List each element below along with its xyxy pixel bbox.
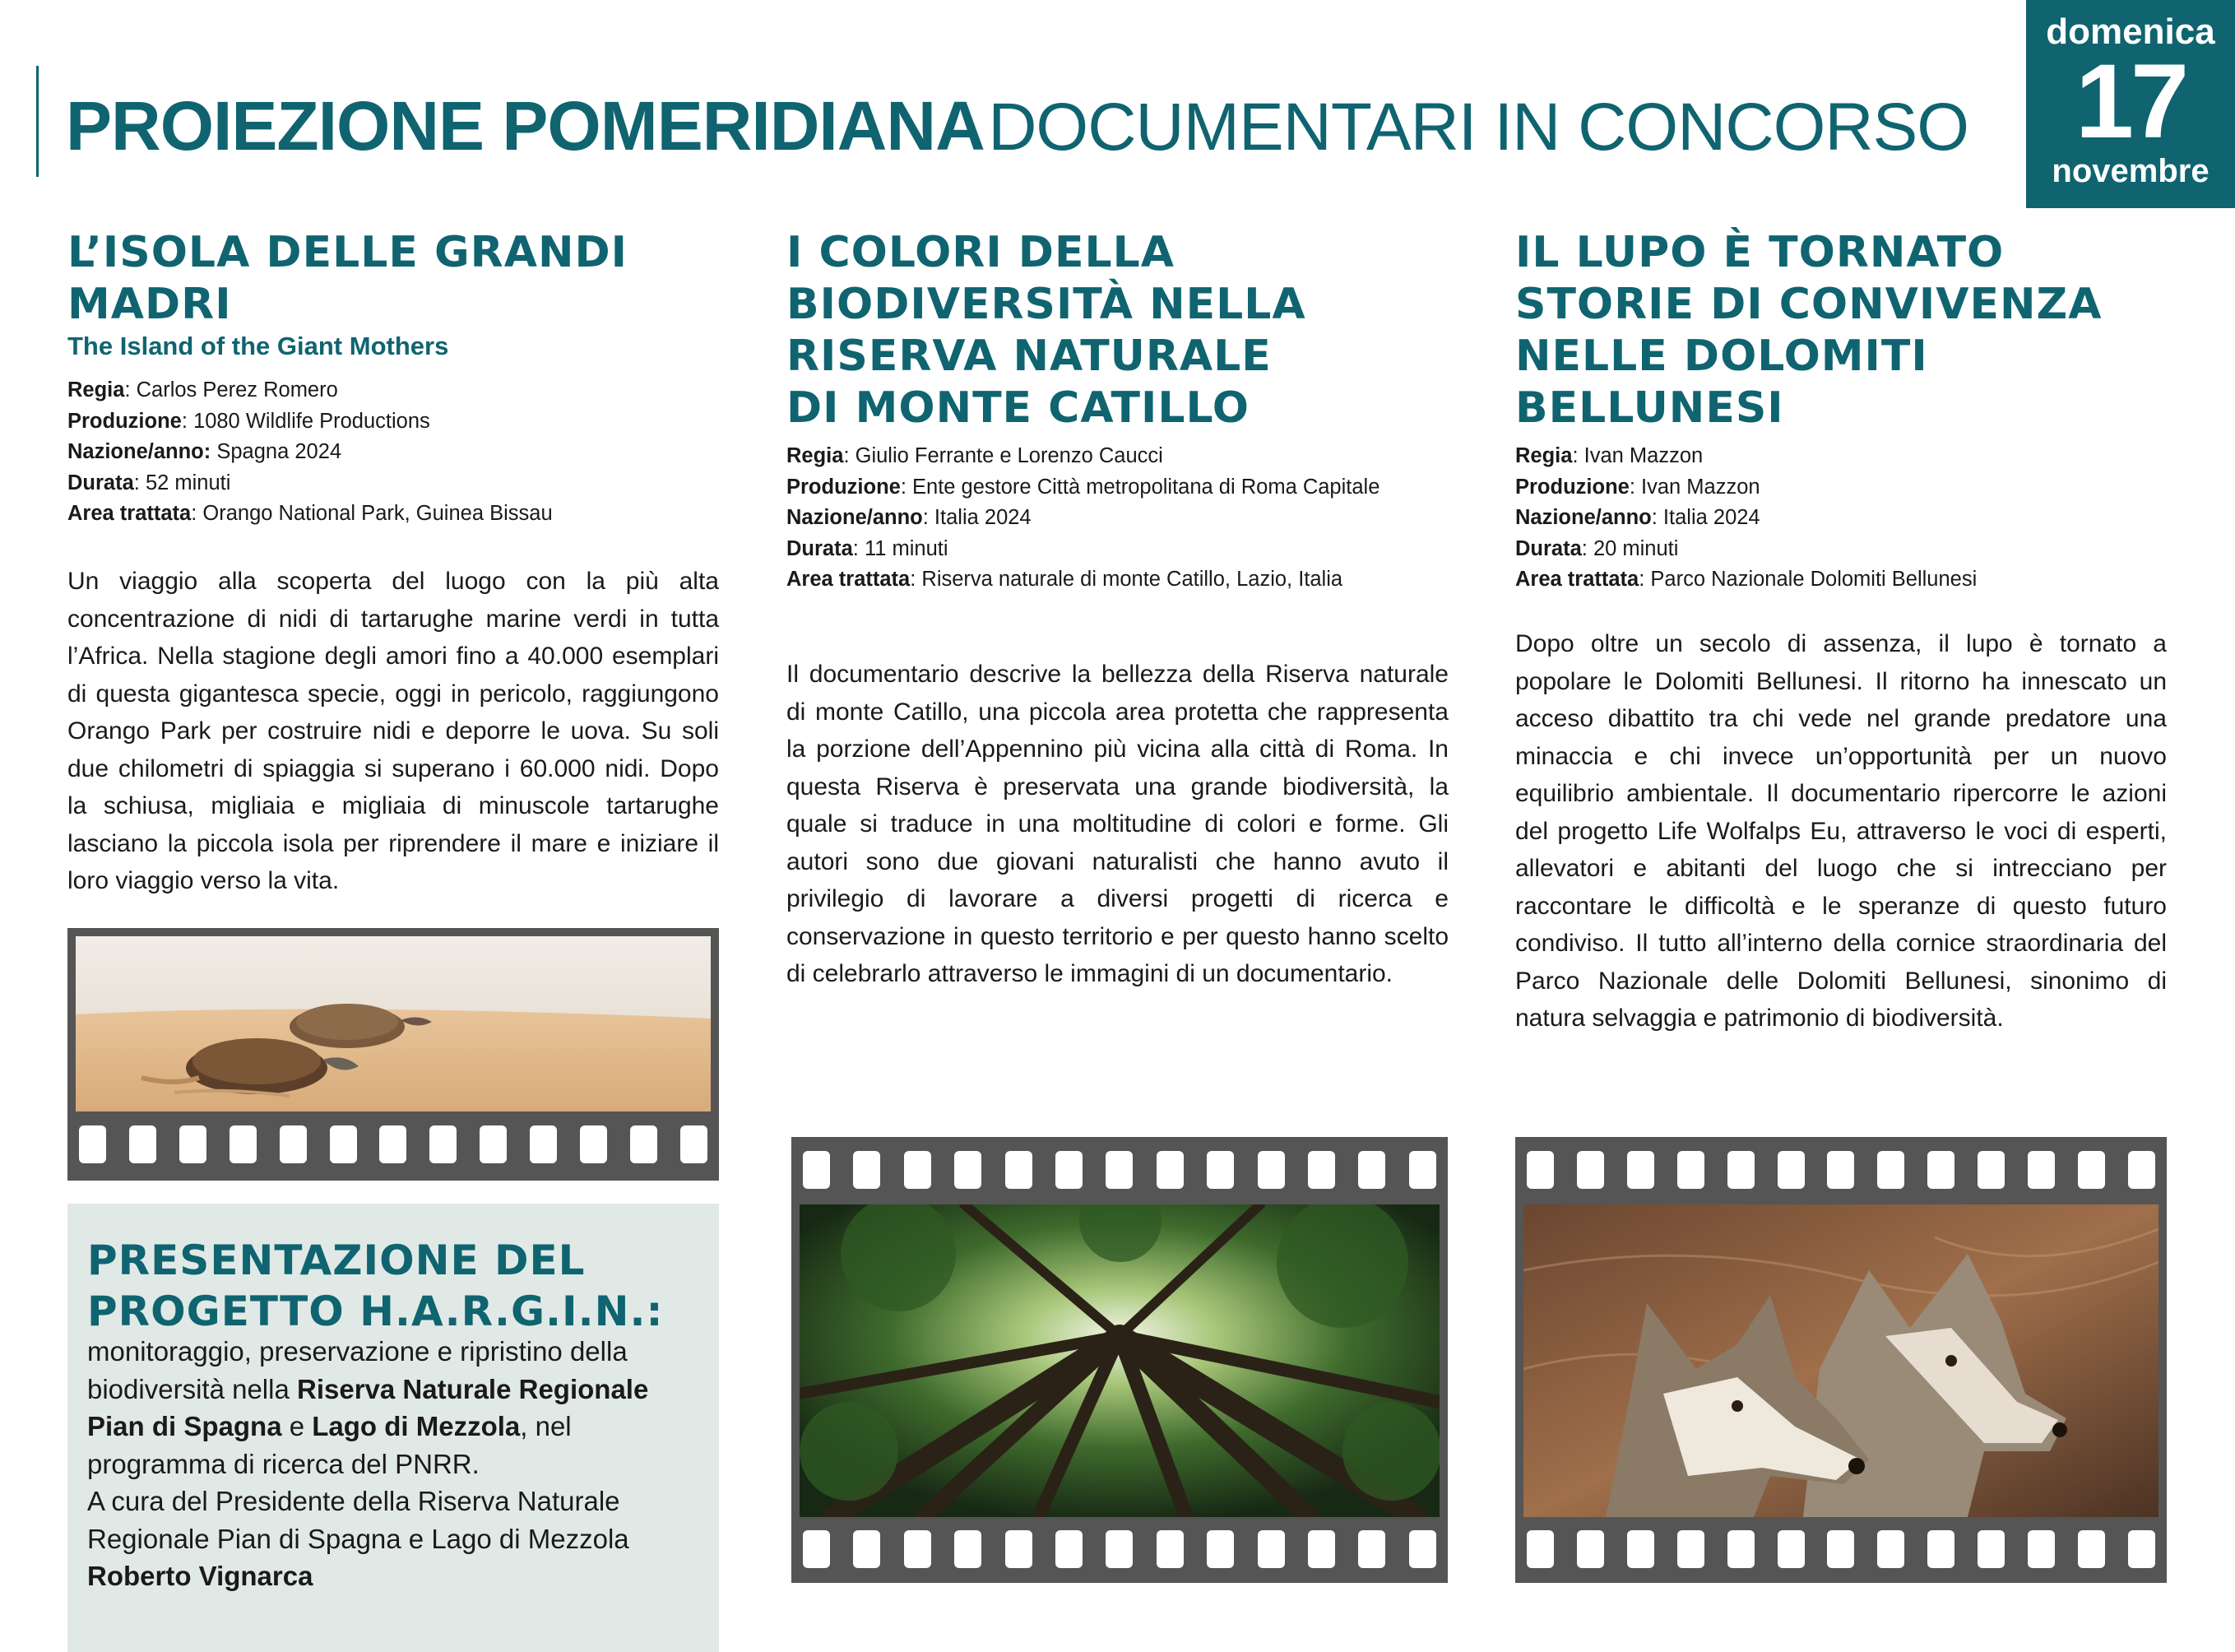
credit-value: : Giulio Ferrante e Lorenzo Caucci — [843, 444, 1163, 467]
credit-label: Produzione — [1515, 475, 1630, 499]
credit-value: : Carlos Perez Romero — [124, 378, 338, 401]
hargin-text: , nel programma di ricerca del PNRR. — [87, 1411, 572, 1479]
film-title — [1515, 227, 2165, 434]
date-badge — [2026, 0, 2235, 208]
credit-value: : Italia 2024 — [922, 506, 1032, 529]
credit-label: Produzione — [786, 475, 901, 499]
credit-nazione — [67, 437, 553, 468]
hargin-title-line: PROGETTO H.A.R.G.I.N.: — [87, 1288, 664, 1335]
sea-turtles-on-beach-photo — [76, 936, 711, 1111]
credit-area — [67, 499, 553, 530]
credit-area — [786, 564, 1391, 596]
credit-durata — [67, 468, 553, 499]
hargin-curator-text: A cura del Presidente della Riserva Naturale Regionale Pian di Spagna e Lago di Mezzola — [87, 1486, 629, 1554]
wolves-illustration — [1523, 1204, 2158, 1517]
credit-value: Spagna 2024 — [211, 440, 342, 463]
credit-durata — [786, 534, 1391, 565]
credit-label: Produzione — [67, 409, 182, 433]
film-title-line: MADRI — [67, 280, 232, 329]
turtles-illustration — [76, 936, 711, 1111]
page-title-bold: PROIEZIONE POMERIDIANA — [66, 87, 985, 165]
film-perforations-bottom — [1515, 1530, 2167, 1568]
credit-area — [1515, 564, 1977, 596]
credit-value: : Ente gestore Città metropolitana di Roma Capitale — [900, 475, 1380, 499]
credit-value: : Ivan Mazzon — [1629, 475, 1760, 499]
credit-value: : Parco Nazionale Dolomiti Bellunesi — [1639, 568, 1978, 591]
film-synopsis: Il documentario descrive la bellezza della Riserva naturale di monte Catillo, una piccola area protetta che rappresenta la porzione dell’Appennino più vicina alla città di Roma. In questa Riserva è preservata una grande biodiversità, la quale si traduce in una moltitudine di colori e forme. Gli autori sono due giovani naturalisti che hanno avuto il privilegio di lavorare a diversi progetti di ricerca e conservazione in questo territorio e per questo hanno scelto di celebrarlo attraverso le immagini di un documentario. — [786, 661, 1449, 987]
film-credits — [786, 441, 1391, 596]
date-day: 17 — [2075, 43, 2186, 160]
film-perforations — [67, 1125, 719, 1163]
film-title-line: NELLE DOLOMITI — [1515, 332, 1928, 381]
credit-durata — [1515, 534, 1977, 565]
film-title-line: IL LUPO È TORNATO — [1515, 228, 2005, 277]
credit-label: Area trattata — [1515, 568, 1639, 591]
hargin-reserve-name: Riserva Naturale Regionale Pian di Spagna — [87, 1373, 649, 1441]
hargin-text: monitoraggio, preservazione e ripristino della biodiversità nella — [87, 1336, 628, 1404]
page-title — [66, 89, 1968, 183]
two-wolves-photo — [1523, 1204, 2158, 1517]
credit-nazione — [786, 503, 1391, 534]
film-title-line: I COLORI DELLA — [786, 228, 1175, 277]
credit-value: : 11 minuti — [852, 536, 948, 560]
film-title-line: DI MONTE CATILLO — [786, 383, 1250, 433]
film-strip-turtles — [67, 928, 719, 1181]
credit-label: Regia — [67, 378, 125, 401]
film-title-line: BIODIVERSITÀ NELLA — [786, 280, 1306, 329]
credit-regia — [786, 441, 1391, 472]
credit-label: Regia — [786, 444, 844, 467]
page-title-light: DOCUMENTARI IN CONCORSO — [988, 90, 1969, 165]
credit-value: : Italia 2024 — [1651, 506, 1760, 529]
credit-label: Nazione/anno — [1515, 506, 1652, 529]
film-title-line: STORIE DI CONVIVENZA — [1515, 280, 2103, 329]
film-credits — [1515, 441, 1977, 596]
film-synopsis: Dopo oltre un secolo di assenza, il lupo è tornato a popolare le Dolomiti Bellunesi. Il ritorno ha innescato un acceso dibattito tra chi vede nel grande predatore una minaccia e chi invece un’opportunità per un nuovo equilibrio ambientale. Il documentario ripercorre le azioni del progetto Life Wolfalps Eu, attraverso le voci di esperti, allevatori e abitanti del luogo che si intrecciano per raccontare le difficoltà e le speranze di questo futuro condiviso. Il tutto all’interno della cornice straordinaria del Parco Nazionale delle Dolomiti Bellunesi, sinonimo di natura selvaggia e patrimonio di biodiversità. — [1515, 630, 2167, 1032]
credit-regia — [1515, 441, 1977, 472]
credit-label: Nazione/anno: — [67, 440, 211, 463]
credit-produzione — [67, 406, 553, 438]
film-subtitle: The Island of the Giant Mothers — [67, 332, 449, 360]
film-perforations-bottom — [791, 1530, 1448, 1568]
credit-label: Durata — [786, 536, 853, 560]
forest-illustration — [800, 1204, 1440, 1517]
credit-nazione — [1515, 503, 1977, 534]
forest-canopy-photo — [800, 1204, 1440, 1517]
hargin-description — [87, 1333, 712, 1595]
credit-label: Durata — [1515, 536, 1582, 560]
credit-label: Durata — [67, 471, 134, 494]
date-weekday: domenica — [2046, 12, 2215, 52]
credit-value: : 52 minuti — [133, 471, 231, 494]
credit-label: Nazione/anno — [786, 506, 923, 529]
credit-value: : 20 minuti — [1581, 536, 1679, 560]
film-credits — [67, 375, 553, 530]
film-title-line: RISERVA NATURALE — [786, 332, 1272, 381]
film-title — [67, 227, 717, 331]
film-strip-wolves — [1515, 1137, 2167, 1583]
hargin-title-line: PRESENTAZIONE DEL — [87, 1237, 586, 1284]
credit-value: : Ivan Mazzon — [1572, 444, 1704, 467]
film-strip-forest — [791, 1137, 1448, 1583]
hargin-title — [87, 1235, 712, 1337]
hargin-presenter: Roberto Vignarca — [87, 1561, 313, 1591]
credit-label: Regia — [1515, 444, 1573, 467]
credit-regia — [67, 375, 553, 406]
header-accent-bar — [36, 66, 39, 177]
credit-produzione — [786, 472, 1391, 503]
film-title-line: BELLUNESI — [1515, 383, 1784, 433]
film-title — [786, 227, 1449, 434]
hargin-lake-name: Lago di Mezzola — [312, 1411, 521, 1441]
film-perforations-top — [791, 1151, 1448, 1189]
credit-label: Area trattata — [67, 502, 192, 525]
film-perforations-top — [1515, 1151, 2167, 1189]
hargin-presentation-panel — [67, 1204, 719, 1652]
credit-value: : 1080 Wildlife Productions — [181, 409, 430, 433]
film-synopsis: Un viaggio alla scoperta del luogo con la più alta concentrazione di nidi di tartarughe marine verdi in tutta l’Africa. Nella stagione degli amori fino a 40.000 esemplari di questa gigantesca specie, oggi in pericolo, raggiungono Orango Park per costruire nidi e deporre le uova. Su soli due chilometri di spiaggia si superano i 60.000 nidi. Dopo la schiusa, migliaia e migliaia di minuscole tartarughe lasciano la piccola isola per riprendere il mare e iniziare il loro viaggio verso la vita. — [67, 568, 719, 894]
credit-value: : Riserva naturale di monte Catillo, Lazio, Italia — [910, 568, 1343, 591]
film-title-line: L’ISOLA DELLE GRANDI — [67, 228, 628, 277]
date-month: novembre — [2052, 153, 2209, 189]
hargin-text: e — [281, 1411, 313, 1441]
credit-produzione — [1515, 472, 1977, 503]
credit-label: Area trattata — [786, 568, 911, 591]
credit-value: : Orango National Park, Guinea Bissau — [191, 502, 553, 525]
